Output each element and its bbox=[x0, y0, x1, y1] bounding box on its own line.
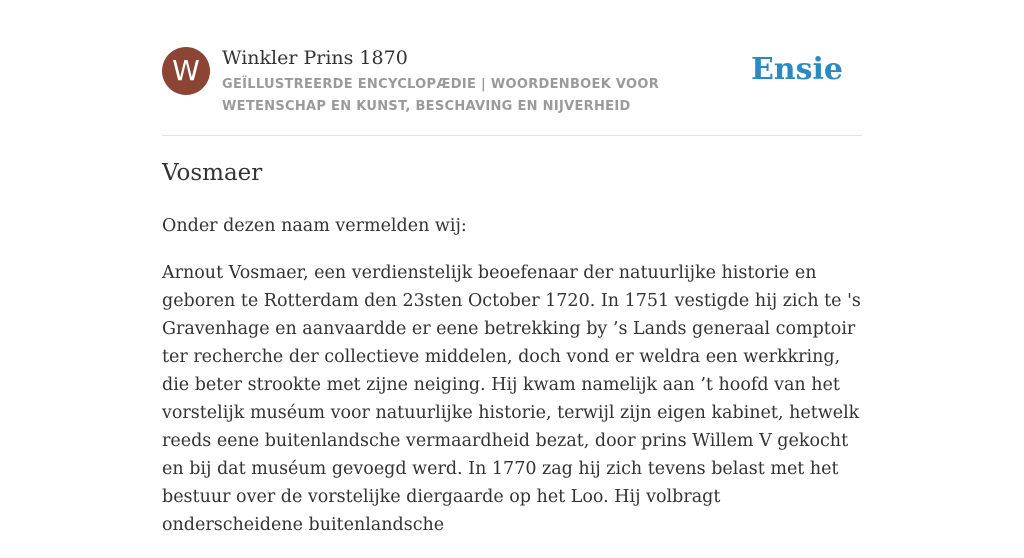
source-title[interactable]: Winkler Prins 1870 bbox=[222, 47, 408, 69]
brand-logo[interactable]: Ensie bbox=[750, 52, 843, 87]
entry-paragraph: Onder dezen naam vermelden wij: bbox=[162, 216, 467, 236]
entry-title: Vosmaer bbox=[162, 160, 263, 186]
source-subtitle: GEÏLLUSTREERDE ENCYCLOPÆDIE | WOORDENBOEK VOOR WETENSCHAP EN KUNST, BESCHAVING EN NIJVERHEID bbox=[222, 77, 660, 114]
header-divider bbox=[162, 135, 862, 136]
entry-body bbox=[162, 212, 862, 558]
source-avatar[interactable]: W bbox=[162, 47, 210, 95]
source-header bbox=[162, 46, 862, 116]
entry-paragraph: Arnout Vosmaer, een verdienstelijk beoefenaar der natuurlijke historie en geboren te Rotterdam den 23sten October 1720. In 1751 vestigde hij zich te 's Gravenhage en aanvaardde er eene betrekking by ’s Lands generaal comptoir ter recherche der collectieve middelen, doch vond er weldra een werkkring, die beter strookte met zijne neiging. Hij kwam namelijk aan ’t hoofd van het vorstelijk muséum voor natuurlijke historie, terwijl zijn eigen kabinet, hetwelk reeds eene buitenlandsche vermaardheid bezat, door prins Willem V gekocht en bij dat muséum gevoegd werd. In 1770 zag hij zich tevens belast met het bestuur over de vorstelijke diergaarde op het Loo. Hij volbragt onderscheidene buitenlandsche bbox=[162, 263, 861, 535]
